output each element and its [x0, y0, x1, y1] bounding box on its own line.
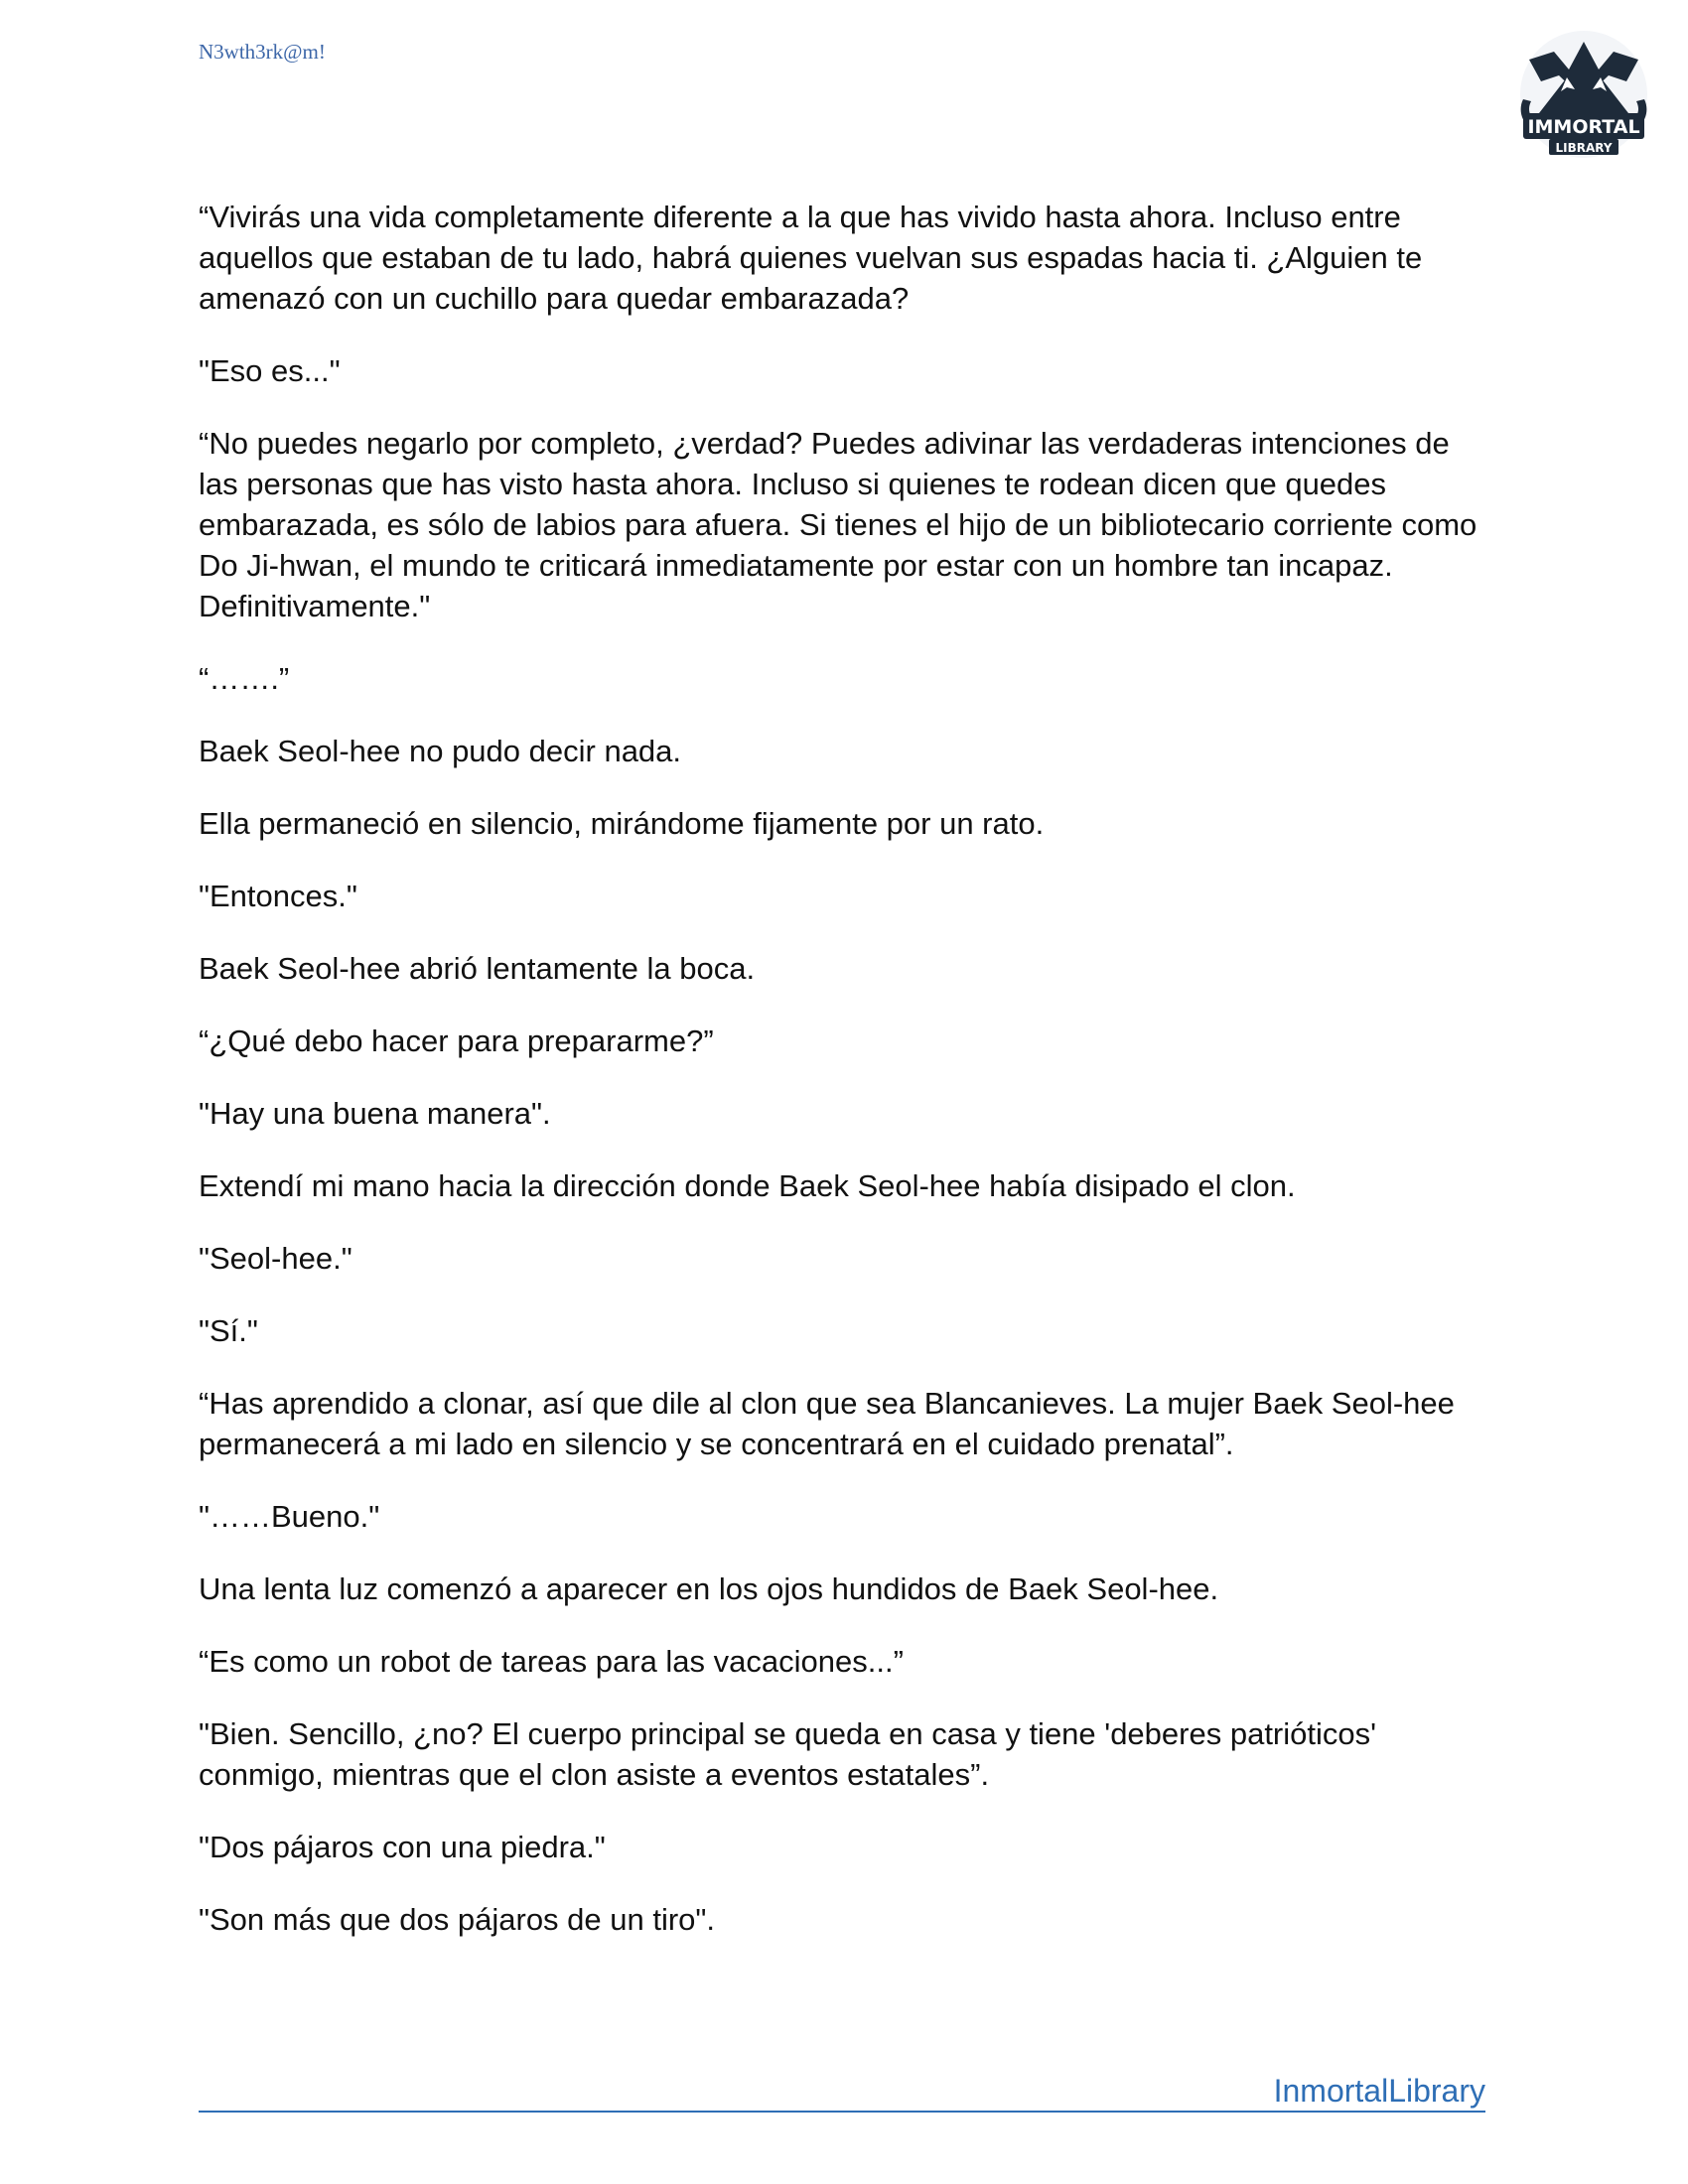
paragraph: "Seol-hee.": [199, 1241, 352, 1276]
immortal-library-logo: [1509, 30, 1658, 164]
paragraph: “Es como un robot de tareas para las vacaciones...”: [199, 1644, 904, 1679]
header-credit: N3wth3rk@m!: [199, 40, 326, 64]
paragraph: Una lenta luz comenzó a aparecer en los ojos hundidos de Baek Seol-hee.: [199, 1571, 1219, 1606]
paragraph: "Eso es...": [199, 353, 341, 388]
paragraph: “Has aprendido a clonar, así que dile al clon que sea Blancanieves. La mujer Baek Seol-hee permanecerá a mi lado en silencio y se concentrará en el cuidado prenatal”.: [199, 1386, 1455, 1461]
paragraph: "……Bueno.": [199, 1499, 380, 1534]
paragraph: “¿Qué debo hacer para prepararme?”: [199, 1024, 714, 1058]
paragraph: "Entonces.": [199, 879, 357, 913]
paragraph: "Bien. Sencillo, ¿no? El cuerpo principal se queda en casa y tiene 'deberes patrióticos' conmigo, mientras que el clon asiste a eventos estatales”.: [199, 1716, 1377, 1792]
chapter-body: [199, 197, 1489, 1972]
footer-link[interactable]: InmortalLibrary: [1273, 2073, 1485, 2109]
paragraph: "Sí.": [199, 1313, 258, 1348]
logo-text-top: IMMORTAL: [1527, 116, 1640, 138]
paragraph: "Dos pájaros con una piedra.": [199, 1830, 606, 1864]
paragraph: "Hay una buena manera".: [199, 1096, 551, 1131]
paragraph: Extendí mi mano hacia la dirección donde Baek Seol-hee había disipado el clon.: [199, 1168, 1296, 1203]
paragraph: Baek Seol-hee no pudo decir nada.: [199, 734, 682, 768]
paragraph: “Vivirás una vida completamente diferente a la que has vivido hasta ahora. Incluso entre aquellos que estaban de tu lado, habrá quienes vuelvan sus espadas hacia ti. ¿Alguien te amenazó con un cuchillo para quedar embarazada?: [199, 200, 1423, 316]
logo-text-bottom: LIBRARY: [1555, 141, 1613, 155]
paragraph: Baek Seol-hee abrió lentamente la boca.: [199, 951, 756, 986]
paragraph: "Son más que dos pájaros de un tiro".: [199, 1902, 716, 1937]
paragraph: “No puedes negarlo por completo, ¿verdad? Puedes adivinar las verdaderas intenciones de las personas que has visto hasta ahora. Incluso si quienes te rodean dicen que quedes embarazada, es sólo de labios para afuera. Si tienes el hijo de un bibliotecario corriente como Do Ji-hwan, el mundo te criticará inmediatamente por estar con un hombre tan incapaz. Definitivamente.": [199, 426, 1477, 623]
paragraph: Ella permaneció en silencio, mirándome fijamente por un rato.: [199, 806, 1045, 841]
footer-divider: [199, 2111, 1485, 2113]
paragraph: “…….”: [199, 661, 290, 696]
